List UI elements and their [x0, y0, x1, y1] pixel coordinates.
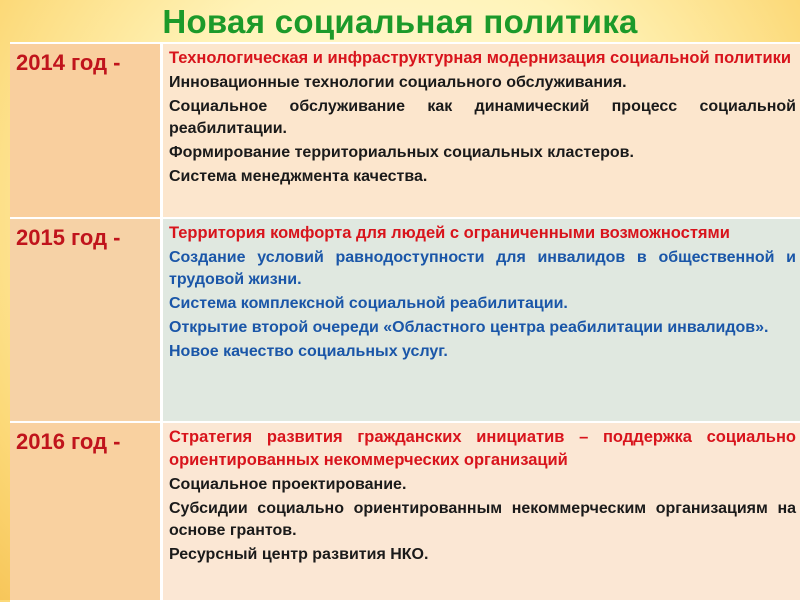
list-item: Создание условий равнодоступности для инвалидов в общественной и трудовой жизни. [169, 247, 796, 291]
list-item: Формирование территориальных социальных кластеров. [169, 142, 796, 164]
content-cell [162, 43, 800, 218]
policy-table [10, 42, 800, 602]
list-item: Система менеджмента качества. [169, 166, 796, 188]
list-item: Социальное обслуживание как динамический процесс социальной реабилитации. [169, 96, 796, 140]
list-item: Субсидии социально ориентированным некоммерческим организациям на основе грантов. [169, 498, 796, 542]
content-cell [162, 422, 800, 601]
row-headline: Территория комфорта для людей с ограниченными возможностями [169, 222, 796, 245]
table-row [10, 218, 800, 422]
list-item: Социальное проектирование. [169, 474, 796, 496]
list-item: Ресурсный центр развития НКО. [169, 544, 796, 566]
list-item: Открытие второй очереди «Областного центра реабилитации инвалидов». [169, 317, 796, 339]
year-cell [10, 218, 162, 422]
year-cell [10, 422, 162, 601]
table-row [10, 43, 800, 218]
page-title: Новая социальная политика [0, 2, 800, 42]
year-cell [10, 43, 162, 218]
list-item: Новое качество социальных услуг. [169, 341, 796, 363]
content-cell [162, 218, 800, 422]
year-label: 2016 год - [10, 423, 160, 455]
list-item: Система комплексной социальной реабилитации. [169, 293, 796, 315]
row-headline: Технологическая и инфраструктурная модернизация социальной политики [169, 47, 796, 70]
table-row [10, 422, 800, 601]
year-label: 2014 год - [10, 44, 160, 76]
row-headline: Стратегия развития гражданских инициатив – поддержка социально ориентированных некоммерческих организаций [169, 426, 796, 472]
year-label: 2015 год - [10, 219, 160, 251]
list-item: Инновационные технологии социального обслуживания. [169, 72, 796, 94]
